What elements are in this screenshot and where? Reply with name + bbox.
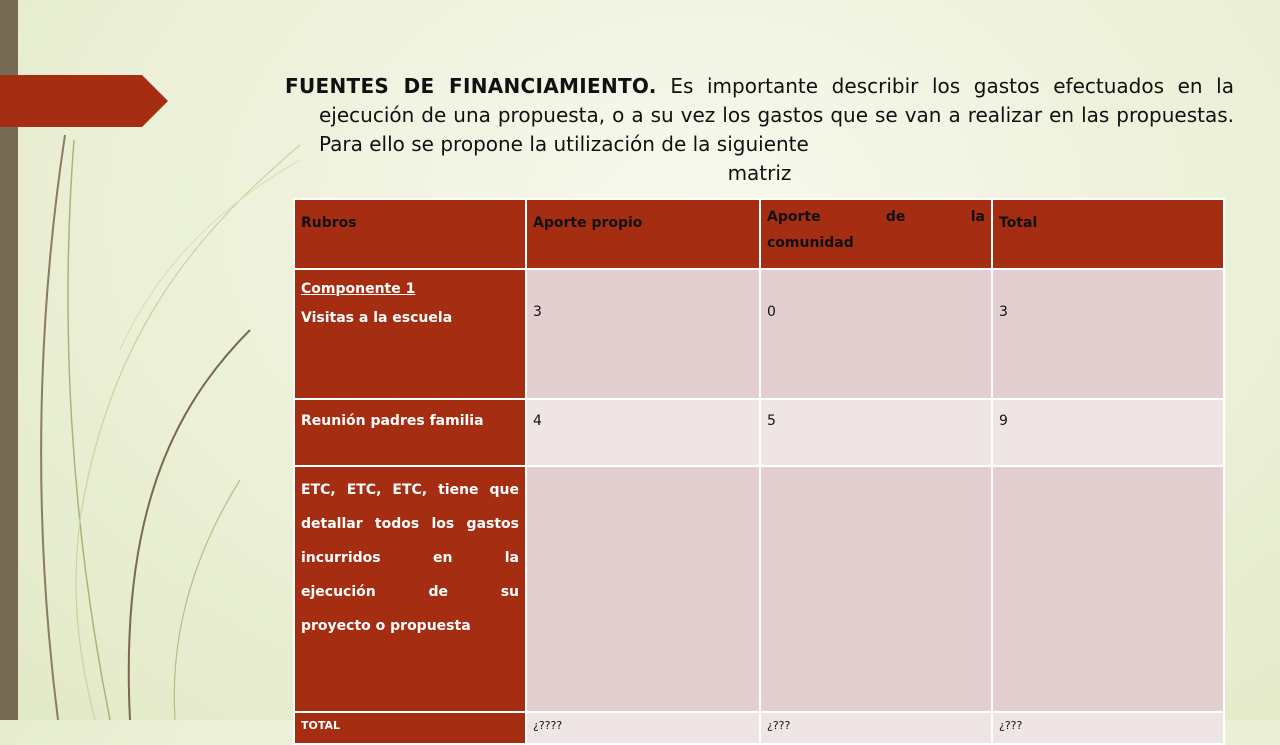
header-aporte-comunidad-line2: comunidad <box>767 235 854 251</box>
title-lead: FUENTES DE FINANCIAMIENTO. <box>285 74 657 98</box>
etc-aporte-comunidad <box>760 466 992 712</box>
visitas-label: Visitas a la escuela <box>301 310 453 326</box>
table-header-row <box>294 199 1224 269</box>
reunion-aporte-comunidad: 5 <box>760 399 992 466</box>
componente-aporte-comunidad: 0 <box>760 269 992 399</box>
reunion-total: 9 <box>992 399 1224 466</box>
reunion-aporte-propio: 4 <box>526 399 760 466</box>
header-total: Total <box>992 199 1224 269</box>
etc-line-5: proyecto o propuesta <box>301 618 471 634</box>
slide-title <box>285 72 1234 188</box>
etc-line-1: ETC, ETC, ETC, tiene que <box>301 482 519 498</box>
etc-line-3: incurridos en la <box>301 550 519 566</box>
table-row-total <box>294 712 1224 744</box>
table-row-reunion <box>294 399 1224 466</box>
total-aporte-propio: ¿???? <box>526 712 760 744</box>
etc-label-cell <box>294 466 526 712</box>
table-row-componente <box>294 269 1224 399</box>
componente-aporte-propio: 3 <box>526 269 760 399</box>
financing-matrix <box>293 198 1225 745</box>
header-aporte-comunidad-line1: Aporte de la <box>767 209 985 225</box>
total-label: TOTAL <box>294 712 526 744</box>
componente-total: 3 <box>992 269 1224 399</box>
total-total: ¿??? <box>992 712 1224 744</box>
etc-aporte-propio <box>526 466 760 712</box>
header-aporte-comunidad <box>760 199 992 269</box>
header-aporte-propio: Aporte propio <box>526 199 760 269</box>
title-body: Es importante describir los gastos efectuados en la ejecución de una propuesta, o a su vez los gastos que se van a realizar en las propuestas. Para ello se propone la utilización de la siguiente <box>319 74 1234 156</box>
componente-label-cell <box>294 269 526 399</box>
etc-total <box>992 466 1224 712</box>
etc-line-2: detallar todos los gastos <box>301 516 519 532</box>
reunion-label: Reunión padres familia <box>294 399 526 466</box>
etc-line-4: ejecución de su <box>301 584 519 600</box>
etc-text <box>301 473 519 643</box>
table-row-etc <box>294 466 1224 712</box>
title-last-word: matriz <box>727 161 792 185</box>
componente-heading: Componente 1 <box>301 281 416 297</box>
total-aporte-comunidad: ¿??? <box>760 712 992 744</box>
header-rubros: Rubros <box>294 199 526 269</box>
accent-arrow-shape <box>0 75 168 127</box>
